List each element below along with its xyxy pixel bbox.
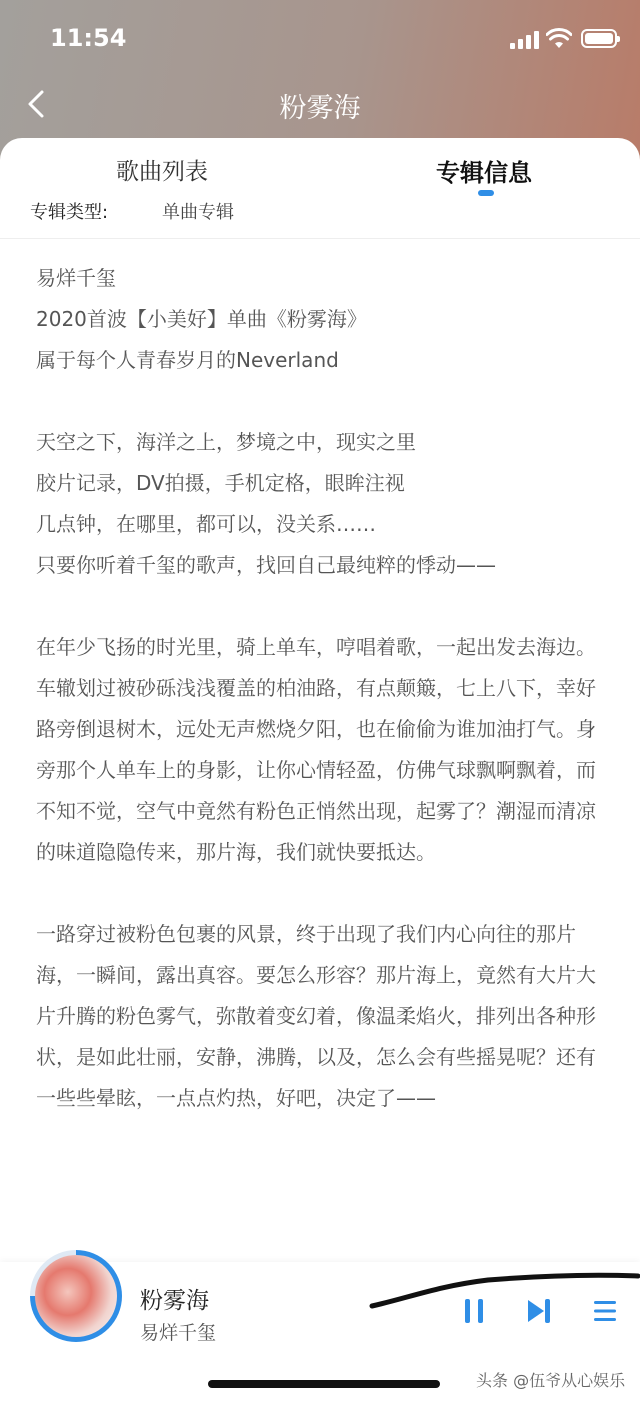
home-indicator [208,1380,440,1388]
description-line: 天空之下，海洋之上，梦境之中，现实之里 [36,430,416,454]
description-line: 属于每个人青春岁月的Neverland [36,348,339,372]
battery-icon [581,29,617,48]
tab-song-list[interactable]: 歌曲列表 [116,159,208,185]
album-type-value: 单曲专辑 [162,202,234,223]
playlist-icon[interactable] [590,1298,618,1324]
wifi-icon [546,28,572,50]
description-line: 胶片记录，DV拍摄，手机定格，眼眸注视 [36,471,405,495]
pause-icon[interactable] [462,1298,486,1324]
description-line: 2020首波【小美好】单曲《粉雾海》 [36,307,367,331]
album-cover[interactable] [35,1255,117,1337]
divider [0,238,640,239]
watermark-text: 头条 @伍爷从心娱乐 [476,1371,626,1390]
now-playing-title[interactable]: 粉雾海 [140,1288,209,1314]
status-time: 11:54 [50,24,127,52]
now-playing-artist: 易烊千玺 [140,1322,217,1344]
album-type-label: 专辑类型: [30,202,109,223]
description-paragraph: 一路穿过被粉色包裹的风景，终于出现了我们内心向往的那片海，一瞬间，露出真容。要怎么形容？那片海上，竟然有大片大片升腾的粉色雾气，弥散着变幻着，像温柔焰火，排列出各种形状，是如此壮丽，安静，沸腾，以及，怎么会有些摇晃呢？还有一些些晕眩，一点点灼热，好吧，决定了—— [36,922,596,1110]
status-bar [0,0,640,78]
skip-next-icon[interactable] [525,1298,553,1324]
cellular-signal-icon [510,31,540,49]
description-paragraph: 在年少飞扬的时光里，骑上单车，哼唱着歌，一起出发去海边。车辙划过被砂砾浅浅覆盖的柏油路，有点颠簸，七上八下，幸好路旁倒退树木，远处无声燃烧夕阳，也在偷偷为谁加油打气。身旁那个人单车上的身影，让你心情轻盈，仿佛气球飘啊飘着，而不知不觉，空气中竟然有粉色正悄然出现，起雾了？潮湿而清凉的味道隐隐传来，那片海，我们就快要抵达。 [36,635,596,864]
tab-album-info[interactable]: 专辑信息 [436,159,532,187]
description-line: 只要你听着千玺的歌声，找回自己最纯粹的悸动—— [36,553,496,577]
active-tab-indicator [478,190,494,196]
album-description [36,258,610,1119]
page-title: 粉雾海 [279,93,361,124]
description-line: 几点钟，在哪里，都可以，没关系…… [36,512,376,536]
description-line: 易烊千玺 [36,266,116,290]
